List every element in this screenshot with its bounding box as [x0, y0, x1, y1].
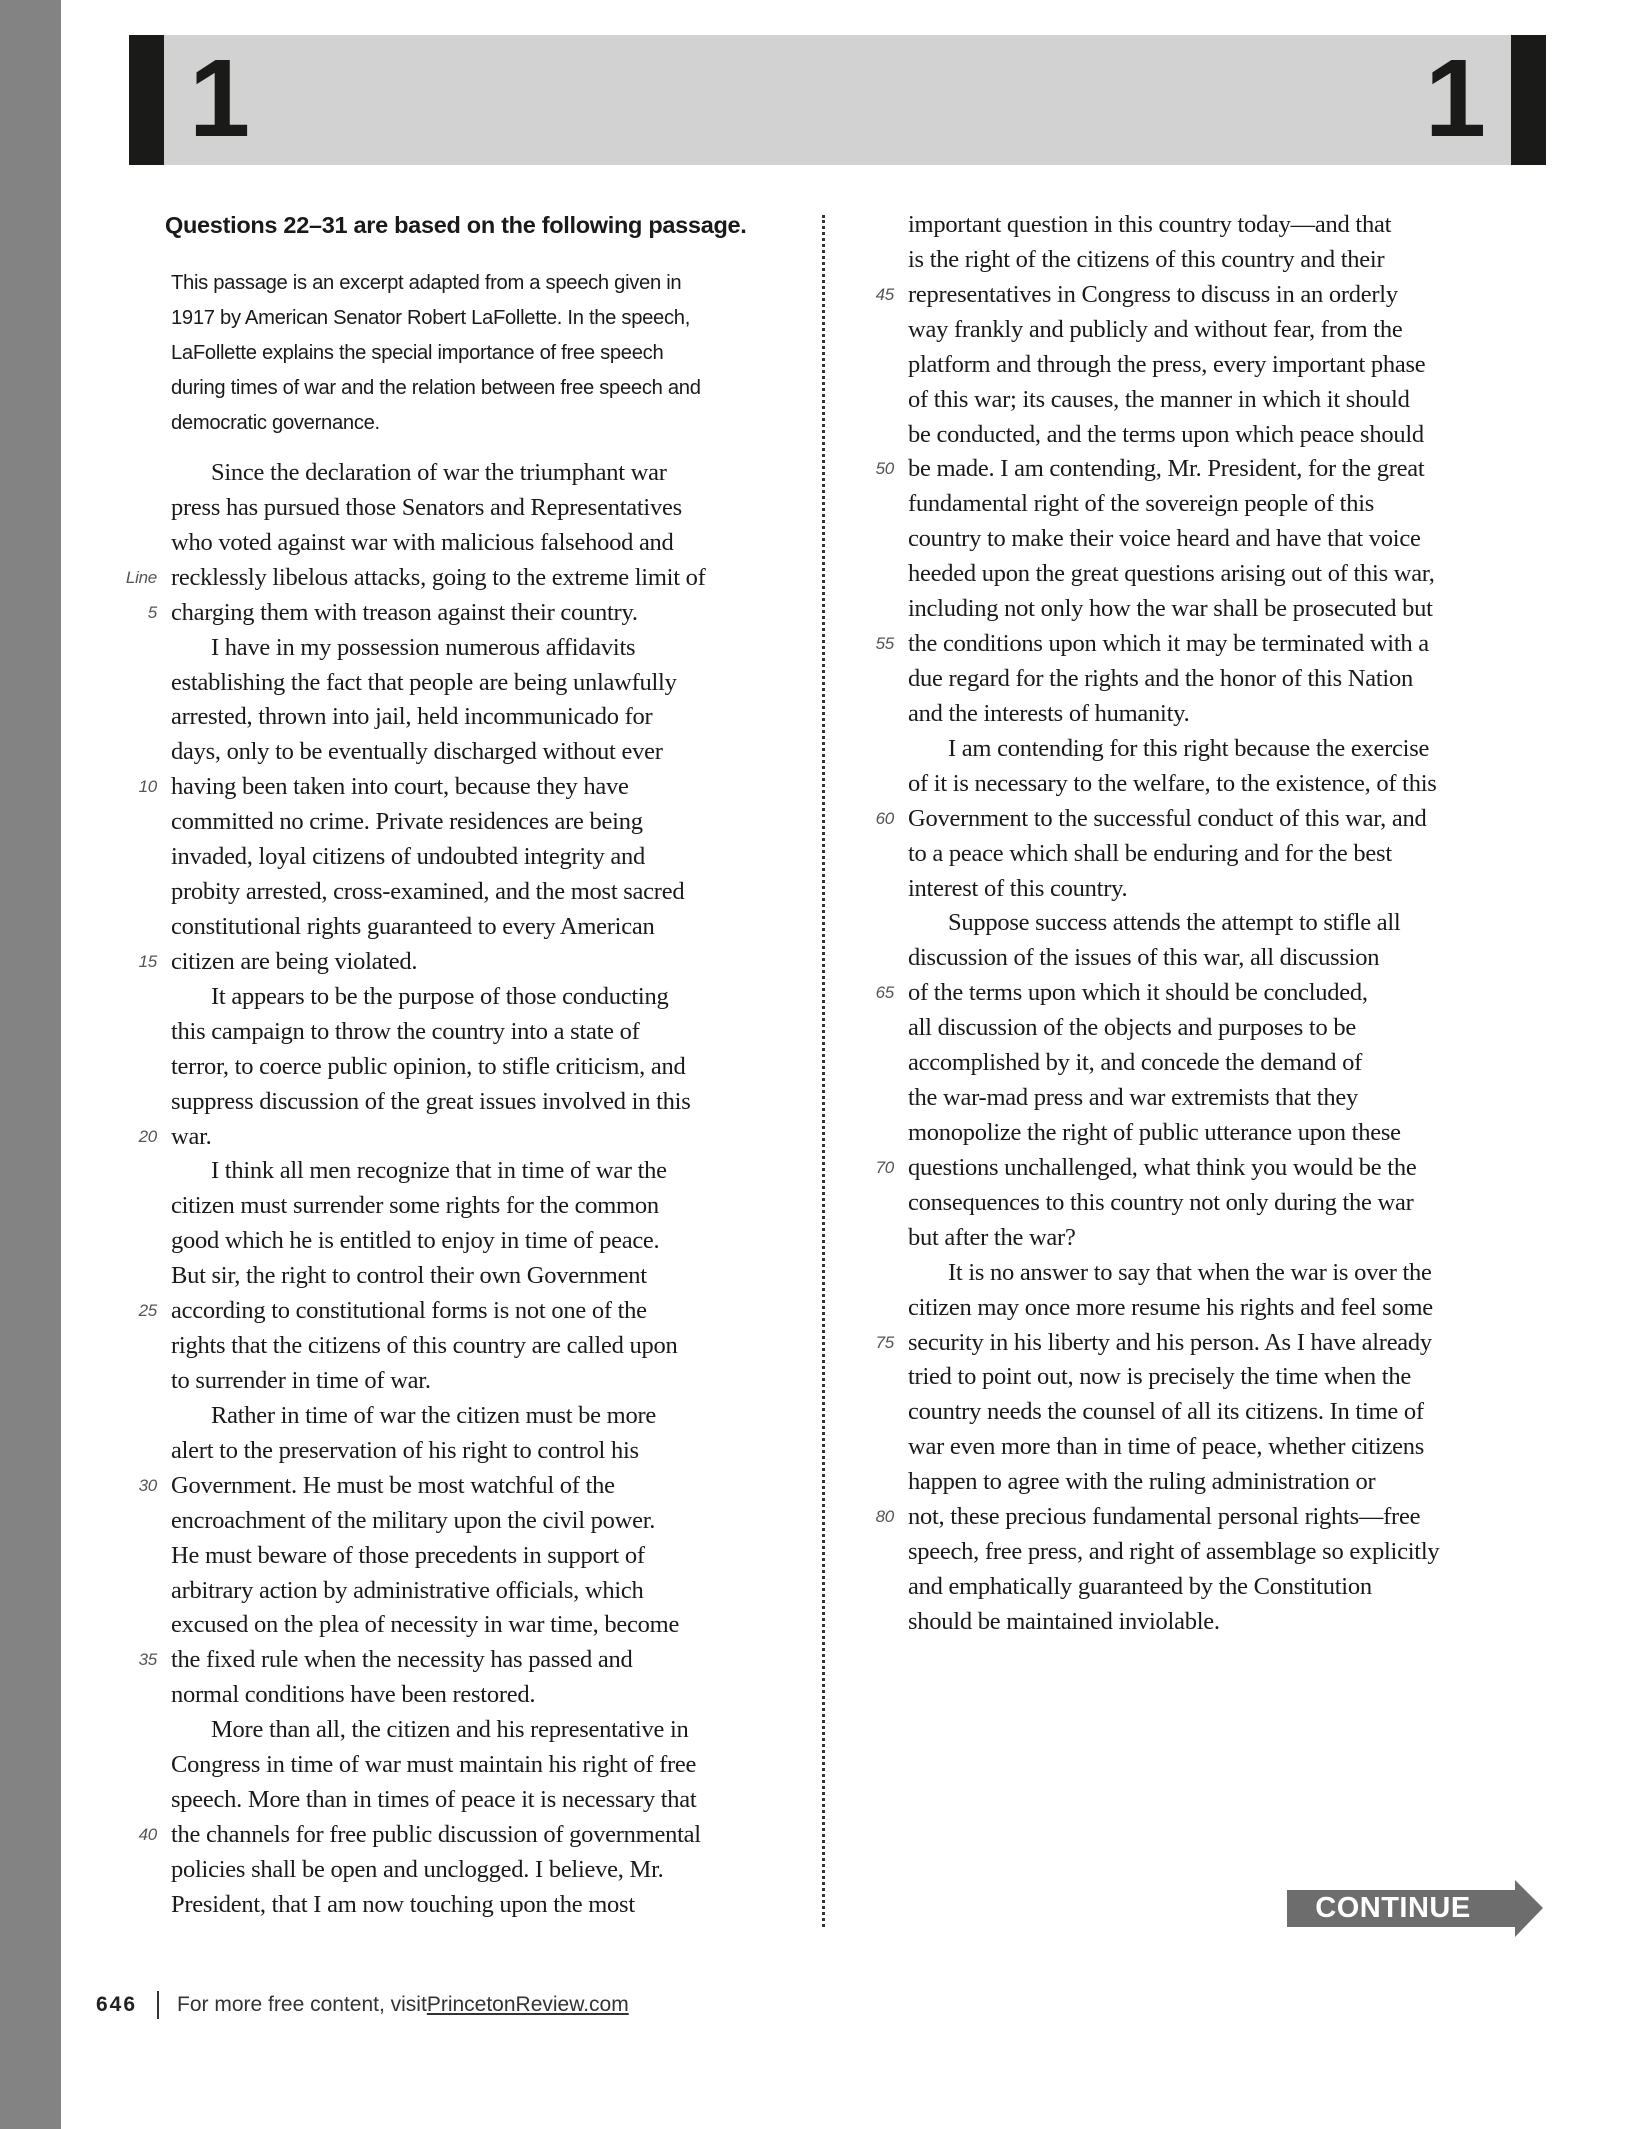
line-number: 65: [875, 983, 894, 1003]
passage-line: [908, 732, 1548, 767]
passage-line: [908, 1465, 1548, 1500]
passage-line: [138, 770, 811, 805]
line-text: speech. More than in times of peace it is necessary that: [171, 1786, 697, 1814]
passage-line: [908, 1570, 1548, 1605]
passage-line: [138, 1294, 811, 1329]
line-number: 5: [147, 602, 157, 622]
passage-line: [171, 666, 811, 701]
line-text: discussion of the issues of this war, all discussion: [908, 944, 1380, 972]
line-text: heeded upon the great questions arising out of this war,: [908, 560, 1435, 588]
line-text: happen to agree with the ruling administration or: [908, 1468, 1376, 1496]
line-text: way frankly and publicly and without fear, from the: [908, 315, 1403, 343]
line-text: It appears to be the purpose of those conducting: [211, 982, 669, 1010]
line-text: tried to point out, now is precisely the time when the: [908, 1363, 1411, 1391]
line-text: this campaign to throw the country into a state of: [171, 1017, 640, 1045]
line-text: war even more than in time of peace, whether citizens: [908, 1433, 1424, 1461]
passage-line: [171, 1783, 811, 1818]
line-text: the conditions upon which it may be terminated with a: [908, 630, 1429, 658]
line-text: of it is necessary to the welfare, to the existence, of this: [908, 769, 1437, 797]
passage-left-column: [125, 456, 811, 1923]
passage-line: [908, 487, 1548, 522]
line-text: of this war; its causes, the manner in which it should: [908, 385, 1410, 413]
passage-line: [171, 526, 811, 561]
passage-line: [908, 941, 1548, 976]
line-number: 35: [138, 1650, 157, 1670]
line-text: the fixed rule when the necessity has passed and: [171, 1646, 633, 1674]
continue-label: CONTINUE: [1315, 1892, 1471, 1924]
line-text: be conducted, and the terms upon which peace should: [908, 420, 1424, 448]
princeton-review-link[interactable]: PrincetonReview.com: [426, 1993, 629, 2016]
passage-line: [171, 1748, 811, 1783]
line-text: But sir, the right to control their own Government: [171, 1262, 647, 1290]
passage-line: [171, 1154, 811, 1189]
passage-line: [171, 1853, 811, 1888]
line-text: More than all, the citizen and his representative in: [211, 1716, 689, 1744]
passage-line: [171, 1608, 811, 1643]
passage-line: [908, 1395, 1548, 1430]
passage-line: [171, 910, 811, 945]
line-text: having been taken into court, because they have: [171, 773, 629, 801]
passage-line: [908, 1360, 1548, 1395]
page-number: 646: [96, 1993, 138, 2016]
passage-line: [171, 1434, 811, 1469]
line-text: important question in this country today—and that: [908, 211, 1392, 238]
passage-line: [908, 1046, 1548, 1081]
passage-introduction: [171, 266, 811, 441]
passage-line: [908, 383, 1548, 418]
passage-line: [875, 1326, 1548, 1361]
passage-line: [908, 1605, 1548, 1640]
line-text: the channels for free public discussion of governmental: [171, 1820, 701, 1848]
section-number-right: 1: [1424, 37, 1486, 160]
passage-line: [171, 1189, 811, 1224]
passage-line: [171, 735, 811, 770]
passage-line: [908, 348, 1548, 383]
passage-line: [171, 840, 811, 875]
passage-line: [171, 1364, 811, 1399]
passage-line: [171, 1574, 811, 1609]
page-edge-sidebar: [0, 0, 61, 2129]
passage-right-column: [875, 208, 1548, 1640]
line-number: 40: [138, 1824, 157, 1844]
line-text: probity arrested, cross-examined, and the most sacred: [171, 878, 685, 906]
passage-line: [147, 596, 811, 631]
passage-line: [171, 1399, 811, 1434]
passage-line: [908, 1256, 1548, 1291]
line-number: 30: [138, 1475, 157, 1495]
line-text: Congress in time of war must maintain his right of free: [171, 1751, 697, 1779]
passage-line: [908, 208, 1548, 243]
passage-line: [908, 313, 1548, 348]
passage-line: [171, 1050, 811, 1085]
line-text: and emphatically guaranteed by the Constitution: [908, 1572, 1372, 1600]
passage-line: [171, 631, 811, 666]
line-text: invaded, loyal citizens of undoubted integrity and: [171, 843, 645, 871]
line-number: 15: [138, 951, 157, 971]
line-number: 10: [138, 777, 157, 797]
line-text: not, these precious fundamental personal rights—free: [908, 1503, 1421, 1531]
passage-line: [171, 1085, 811, 1120]
passage-line: [875, 627, 1548, 662]
line-text: terror, to coerce public opinion, to stifle criticism, and: [171, 1052, 686, 1080]
line-number: 25: [138, 1301, 157, 1321]
line-text: be made. I am contending, Mr. President, for the great: [908, 455, 1425, 483]
passage-line: [171, 700, 811, 735]
column-divider-dotted: [822, 215, 825, 1927]
line-text: all discussion of the objects and purposes to be: [908, 1014, 1356, 1042]
line-text: questions unchallenged, what think you would be the: [908, 1153, 1417, 1181]
line-text: consequences to this country not only during the war: [908, 1188, 1414, 1216]
line-text: establishing the fact that people are being unlawfully: [171, 668, 677, 696]
line-text: Government. He must be most watchful of the: [171, 1471, 615, 1499]
passage-line: [875, 1151, 1548, 1186]
passage-line: [908, 1011, 1548, 1046]
line-text: speech, free press, and right of assemblage so explicitly: [908, 1538, 1440, 1566]
passage-line: [908, 243, 1548, 278]
passage-line: [171, 1504, 811, 1539]
line-text: war.: [171, 1122, 212, 1150]
passage-line: [908, 837, 1548, 872]
passage-line: [138, 945, 811, 980]
passage-line: [138, 1120, 811, 1155]
passage-line: [908, 522, 1548, 557]
header-left-bar: [129, 35, 164, 165]
line-text: He must beware of those precedents in support of: [171, 1541, 645, 1569]
passage-line: [908, 1116, 1548, 1151]
passage-line: [138, 1469, 811, 1504]
passage-line: [908, 418, 1548, 453]
line-text: encroachment of the military upon the civil power.: [171, 1506, 656, 1534]
line-text: Suppose success attends the attempt to stifle all: [948, 909, 1401, 937]
intro-line: democratic governance.: [171, 411, 380, 434]
line-text: I think all men recognize that in time of war the: [211, 1157, 667, 1185]
line-text: President, that I am now touching upon the most: [171, 1890, 635, 1918]
line-text: and the interests of humanity.: [908, 699, 1190, 727]
page-footer: [96, 1990, 629, 2020]
intro-line: during times of war and the relation between free speech and: [171, 376, 701, 399]
passage-line: [138, 1643, 811, 1678]
line-text: Government to the successful conduct of this war, and: [908, 804, 1427, 832]
line-text: representatives in Congress to discuss in an orderly: [908, 280, 1398, 308]
line-text: due regard for the rights and the honor of this Nation: [908, 664, 1413, 692]
passage-line: [908, 1535, 1548, 1570]
passage-line: [908, 557, 1548, 592]
passage-line: [908, 1186, 1548, 1221]
line-text: arbitrary action by administrative officials, which: [171, 1576, 644, 1604]
passage-line: [171, 1224, 811, 1259]
line-text: including not only how the war shall be prosecuted but: [908, 595, 1433, 623]
line-text: but after the war?: [908, 1223, 1076, 1251]
passage-line: [875, 1500, 1548, 1535]
passage-line: [171, 1015, 811, 1050]
passage-line: [171, 1678, 811, 1713]
arrow-right-icon: [1515, 1880, 1543, 1937]
passage-line: [908, 1221, 1548, 1256]
line-text: suppress discussion of the great issues involved in this: [171, 1087, 691, 1115]
intro-line: LaFollette explains the special importance of free speech: [171, 341, 664, 364]
line-text: days, only to be eventually discharged without ever: [171, 738, 663, 766]
line-text: according to constitutional forms is not one of the: [171, 1297, 647, 1325]
passage-line: [125, 561, 811, 596]
line-text: constitutional rights guaranteed to every American: [171, 912, 655, 940]
line-text: citizen are being violated.: [171, 947, 418, 975]
passage-line: [171, 875, 811, 910]
passage-line: [138, 1818, 811, 1853]
line-text: should be maintained inviolable.: [908, 1607, 1220, 1635]
line-text: citizen may once more resume his rights and feel some: [908, 1293, 1433, 1321]
line-text: country needs the counsel of all its citizens. In time of: [908, 1398, 1424, 1426]
line-text: interest of this country.: [908, 874, 1128, 902]
line-text: is the right of the citizens of this country and their: [908, 245, 1385, 273]
line-text: alert to the preservation of his right to control his: [171, 1436, 639, 1464]
passage-line: [875, 278, 1548, 313]
line-text: committed no crime. Private residences are being: [171, 808, 643, 836]
intro-line: This passage is an excerpt adapted from a speech given in: [171, 272, 682, 294]
passage-line: [908, 592, 1548, 627]
line-number: 55: [875, 634, 894, 654]
footer-text: For more free content, visit: [177, 1993, 427, 2016]
passage-line: [171, 980, 811, 1015]
passage-line: [171, 456, 811, 491]
line-text: good which he is entitled to enjoy in time of peace.: [171, 1227, 660, 1255]
section-number-left: 1: [189, 37, 251, 160]
line-text: to a peace which shall be enduring and for the best: [908, 839, 1392, 867]
line-number: 20: [138, 1126, 157, 1146]
line-text: rights that the citizens of this country are called upon: [171, 1332, 678, 1360]
line-text: policies shall be open and unclogged. I believe, Mr.: [171, 1855, 664, 1883]
passage-line: [908, 1291, 1548, 1326]
line-text: excused on the plea of necessity in war time, become: [171, 1611, 680, 1639]
passage-line: [908, 697, 1548, 732]
line-text: monopolize the right of public utterance upon these: [908, 1118, 1401, 1146]
passage-line: [908, 906, 1548, 941]
line-text: citizen must surrender some rights for the common: [171, 1192, 659, 1220]
line-text: country to make their voice heard and have that voice: [908, 525, 1421, 553]
passage-line: [908, 767, 1548, 802]
line-number: 60: [875, 808, 894, 828]
passage-line: [171, 805, 811, 840]
line-text: charging them with treason against their country.: [171, 598, 638, 626]
passage-line: [875, 802, 1548, 837]
passage-line: [171, 1329, 811, 1364]
line-text: who voted against war with malicious falsehood and: [171, 528, 674, 556]
footer-divider: [157, 1991, 159, 2019]
line-number: 80: [875, 1507, 894, 1527]
passage-line: [171, 1259, 811, 1294]
line-text: the war-mad press and war extremists that they: [908, 1084, 1358, 1112]
line-text: It is no answer to say that when the war is over the: [948, 1258, 1432, 1286]
line-text: recklessly libelous attacks, going to the extreme limit of: [171, 563, 706, 591]
passage-line: [171, 491, 811, 526]
line-text: security in his liberty and his person. As I have already: [908, 1328, 1432, 1356]
line-text: I am contending for this right because the exercise: [948, 734, 1430, 762]
passage-line: [171, 1888, 811, 1923]
passage-line: [908, 1430, 1548, 1465]
continue-button[interactable]: [1287, 1890, 1515, 1927]
line-text: to surrender in time of war.: [171, 1366, 431, 1394]
section-header-band: [129, 35, 1546, 165]
line-text: I have in my possession numerous affidavits: [211, 633, 636, 661]
passage-line: [908, 1081, 1548, 1116]
passage-line: [908, 872, 1548, 907]
line-number: 50: [875, 459, 894, 479]
passage-line: [171, 1539, 811, 1574]
passage-line: [171, 1713, 811, 1748]
line-text: press has pursued those Senators and Representatives: [171, 493, 682, 521]
questions-heading: Questions 22–31 are based on the following passage.: [165, 212, 747, 238]
line-text: of the terms upon which it should be concluded,: [908, 979, 1368, 1007]
line-text: arrested, thrown into jail, held incommunicado for: [171, 703, 653, 731]
line-text: fundamental right of the sovereign people of this: [908, 490, 1375, 518]
line-text: platform and through the press, every important phase: [908, 350, 1426, 378]
intro-line: 1917 by American Senator Robert LaFollette. In the speech,: [171, 306, 691, 329]
line-text: Since the declaration of war the triumphant war: [211, 459, 667, 486]
line-number: 70: [875, 1157, 894, 1177]
line-text: Rather in time of war the citizen must be more: [211, 1401, 657, 1429]
passage-line: [875, 976, 1548, 1011]
line-number: 75: [875, 1332, 894, 1352]
header-right-bar: [1511, 35, 1546, 165]
line-number: Line: [125, 567, 157, 587]
line-text: normal conditions have been restored.: [171, 1681, 536, 1709]
passage-line: [875, 452, 1548, 487]
line-text: accomplished by it, and concede the demand of: [908, 1049, 1363, 1077]
passage-line: [908, 662, 1548, 697]
line-number: 45: [875, 284, 894, 304]
